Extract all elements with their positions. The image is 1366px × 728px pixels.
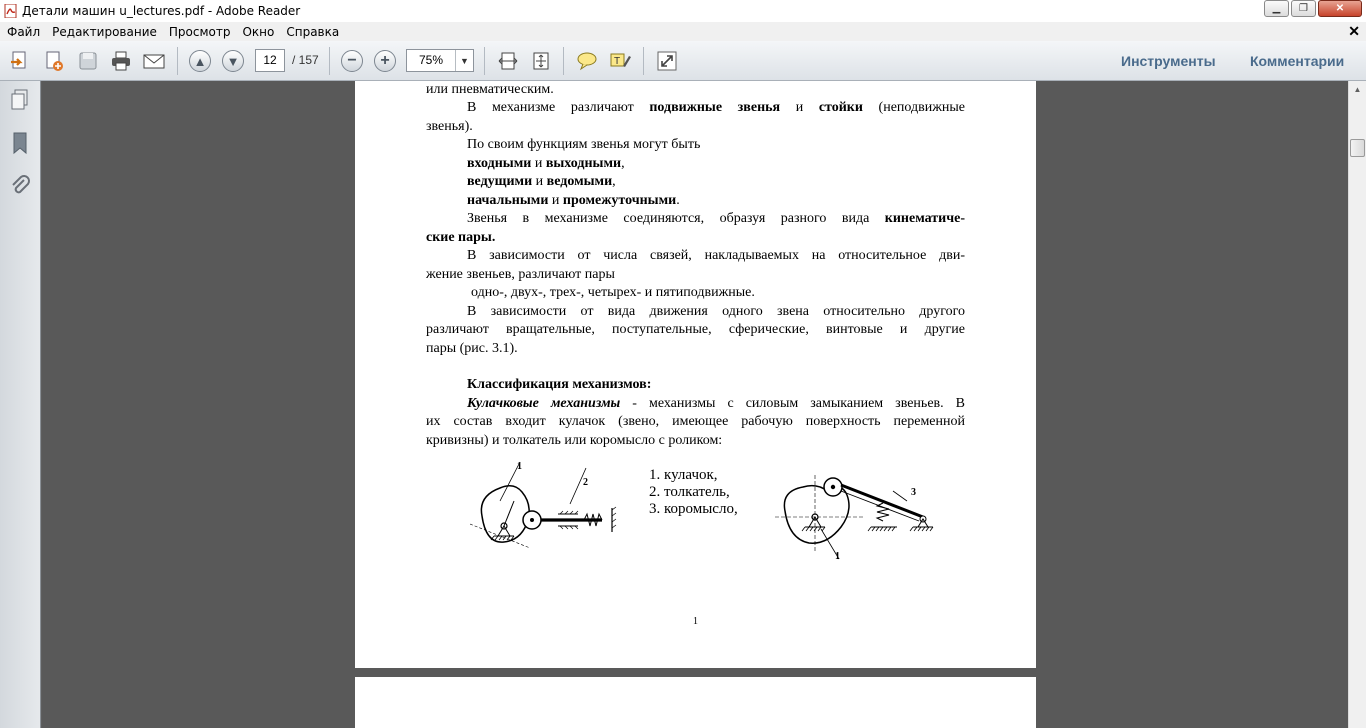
full-screen-button[interactable] [655, 49, 679, 73]
fit-page-icon [530, 50, 552, 72]
menu-help[interactable]: Справка [286, 24, 340, 39]
page-number-input[interactable]: 12 [255, 49, 285, 72]
expand-icon [656, 50, 678, 72]
vertical-scrollbar[interactable] [1348, 81, 1366, 728]
highlight-button[interactable] [608, 49, 632, 73]
legend-item: 3. коромысло, [649, 501, 738, 517]
page-total: / 157 [292, 53, 319, 67]
zoom-value[interactable]: 75% [418, 53, 444, 67]
diagram-label: 1 [835, 551, 840, 562]
figure-legend [649, 467, 738, 518]
fit-page-width-icon [497, 50, 519, 72]
menu-edit[interactable]: Редактирование [52, 24, 157, 39]
window-controls [1264, 0, 1362, 17]
chevron-down-icon[interactable]: ▼ [455, 50, 473, 71]
text-line: различают вращательные, поступательные, сферические, винтовые и другие [426, 322, 965, 337]
previous-page-button[interactable] [188, 49, 212, 73]
text-line: В зависимости от вида движения одного звена относительно другого [467, 304, 965, 319]
text-line: или пневматическим. [426, 82, 554, 97]
toolbar-separator [643, 47, 644, 75]
toolbar-separator [484, 47, 485, 75]
legend-item: 1. кулачок, [649, 467, 718, 483]
bookmarks-icon[interactable] [8, 131, 32, 155]
minus-icon: − [341, 50, 363, 72]
page-number: 1 [693, 616, 698, 627]
diagram-label: 3 [911, 487, 916, 498]
text-line: начальными и промежуточными. [467, 193, 680, 208]
attachments-icon[interactable] [8, 174, 32, 198]
scroll-up-icon[interactable]: ▲ [1353, 85, 1362, 94]
zoom-out-button[interactable] [340, 49, 364, 73]
tools-pane-button[interactable]: Инструменты [1121, 53, 1216, 69]
restore-icon: ❐ [1299, 3, 1308, 14]
toolbar-separator [563, 47, 564, 75]
scrollbar-thumb[interactable] [1350, 139, 1365, 157]
email-button[interactable] [142, 49, 166, 73]
text-line: их состав входит кулачок (звено, имеющее рабочую поверхность переменной [426, 414, 965, 429]
text-line: одно-, двух-, трех-, четырех- и пятиподвижные. [471, 285, 755, 300]
text-line: В механизме различают подвижные звенья и стойки (неподвижные [467, 100, 966, 115]
text-line: Звенья в механизме соединяются, образуя разного вида кинематиче- [467, 211, 965, 226]
close-window-button[interactable] [1318, 0, 1362, 17]
text-line: В зависимости от числа связей, накладываемых на относительное дви- [467, 248, 965, 263]
print-button[interactable] [109, 49, 133, 73]
section-heading: Классификация механизмов: [467, 377, 652, 392]
document-view[interactable] [42, 81, 1348, 728]
open-icon [9, 50, 31, 72]
menu-view[interactable]: Просмотр [168, 24, 231, 39]
diagram-label: 2 [583, 477, 588, 488]
email-icon [142, 50, 166, 72]
zoom-select[interactable] [406, 49, 474, 72]
add-comment-button[interactable] [575, 49, 599, 73]
toolbar-separator [177, 47, 178, 75]
sticky-note-icon [576, 50, 598, 72]
restore-button[interactable] [1291, 0, 1316, 17]
close-icon: ✕ [1335, 3, 1345, 14]
fit-page-button[interactable] [529, 49, 553, 73]
menu-file[interactable]: Файл [7, 24, 41, 39]
text-line: звенья). [426, 119, 473, 134]
create-pdf-icon [43, 50, 65, 72]
zoom-in-button[interactable] [373, 49, 397, 73]
create-button[interactable] [42, 49, 66, 73]
pdf-app-icon [4, 4, 18, 18]
cam-rocker-diagram [775, 461, 945, 563]
save-button[interactable] [76, 49, 100, 73]
legend-item: 2. толкатель, [649, 484, 730, 500]
text-line: пары (рис. 3.1). [426, 341, 518, 356]
diagram-label: 1 [517, 461, 522, 472]
navigation-pane [0, 81, 41, 728]
arrow-down-icon: ▼ [222, 50, 244, 72]
text-line: жение звеньев, различают пары [426, 267, 615, 282]
open-button[interactable] [8, 49, 32, 73]
comments-pane-button[interactable]: Комментарии [1250, 53, 1345, 69]
close-document-icon[interactable]: ✕ [1348, 23, 1360, 39]
svg-text:T: T [614, 56, 621, 67]
text-line: ведущими и ведомыми, [467, 174, 616, 189]
print-icon [110, 50, 132, 72]
pdf-page [355, 81, 1036, 668]
text-line: ские пары. [426, 230, 496, 245]
title-bar [0, 0, 1366, 22]
fit-width-button[interactable] [496, 49, 520, 73]
text-line: По своим функциям звенья могут быть [467, 137, 701, 152]
arrow-up-icon: ▲ [189, 50, 211, 72]
plus-icon: + [374, 50, 396, 72]
highlight-pen-icon [609, 50, 631, 72]
menu-window[interactable]: Окно [242, 24, 275, 39]
text-line: входными и выходными, [467, 156, 625, 171]
pdf-page-next [355, 677, 1036, 728]
toolbar-separator [329, 47, 330, 75]
next-page-button[interactable] [221, 49, 245, 73]
cam-pusher-diagram [470, 456, 620, 566]
page-thumbnails-icon[interactable] [8, 88, 32, 112]
menu-bar [0, 22, 1366, 41]
minimize-button[interactable] [1264, 0, 1289, 17]
text-line: Кулачковые механизмы - механизмы с силовым замыканием звеньев. В [467, 396, 965, 411]
text-line: кривизны) и толкатель или коромысло с роликом: [426, 433, 723, 448]
minimize-icon: ▁ [1272, 3, 1281, 14]
save-icon [77, 50, 99, 72]
window-title: Детали машин u_lectures.pdf - Adobe Reader [22, 4, 301, 18]
